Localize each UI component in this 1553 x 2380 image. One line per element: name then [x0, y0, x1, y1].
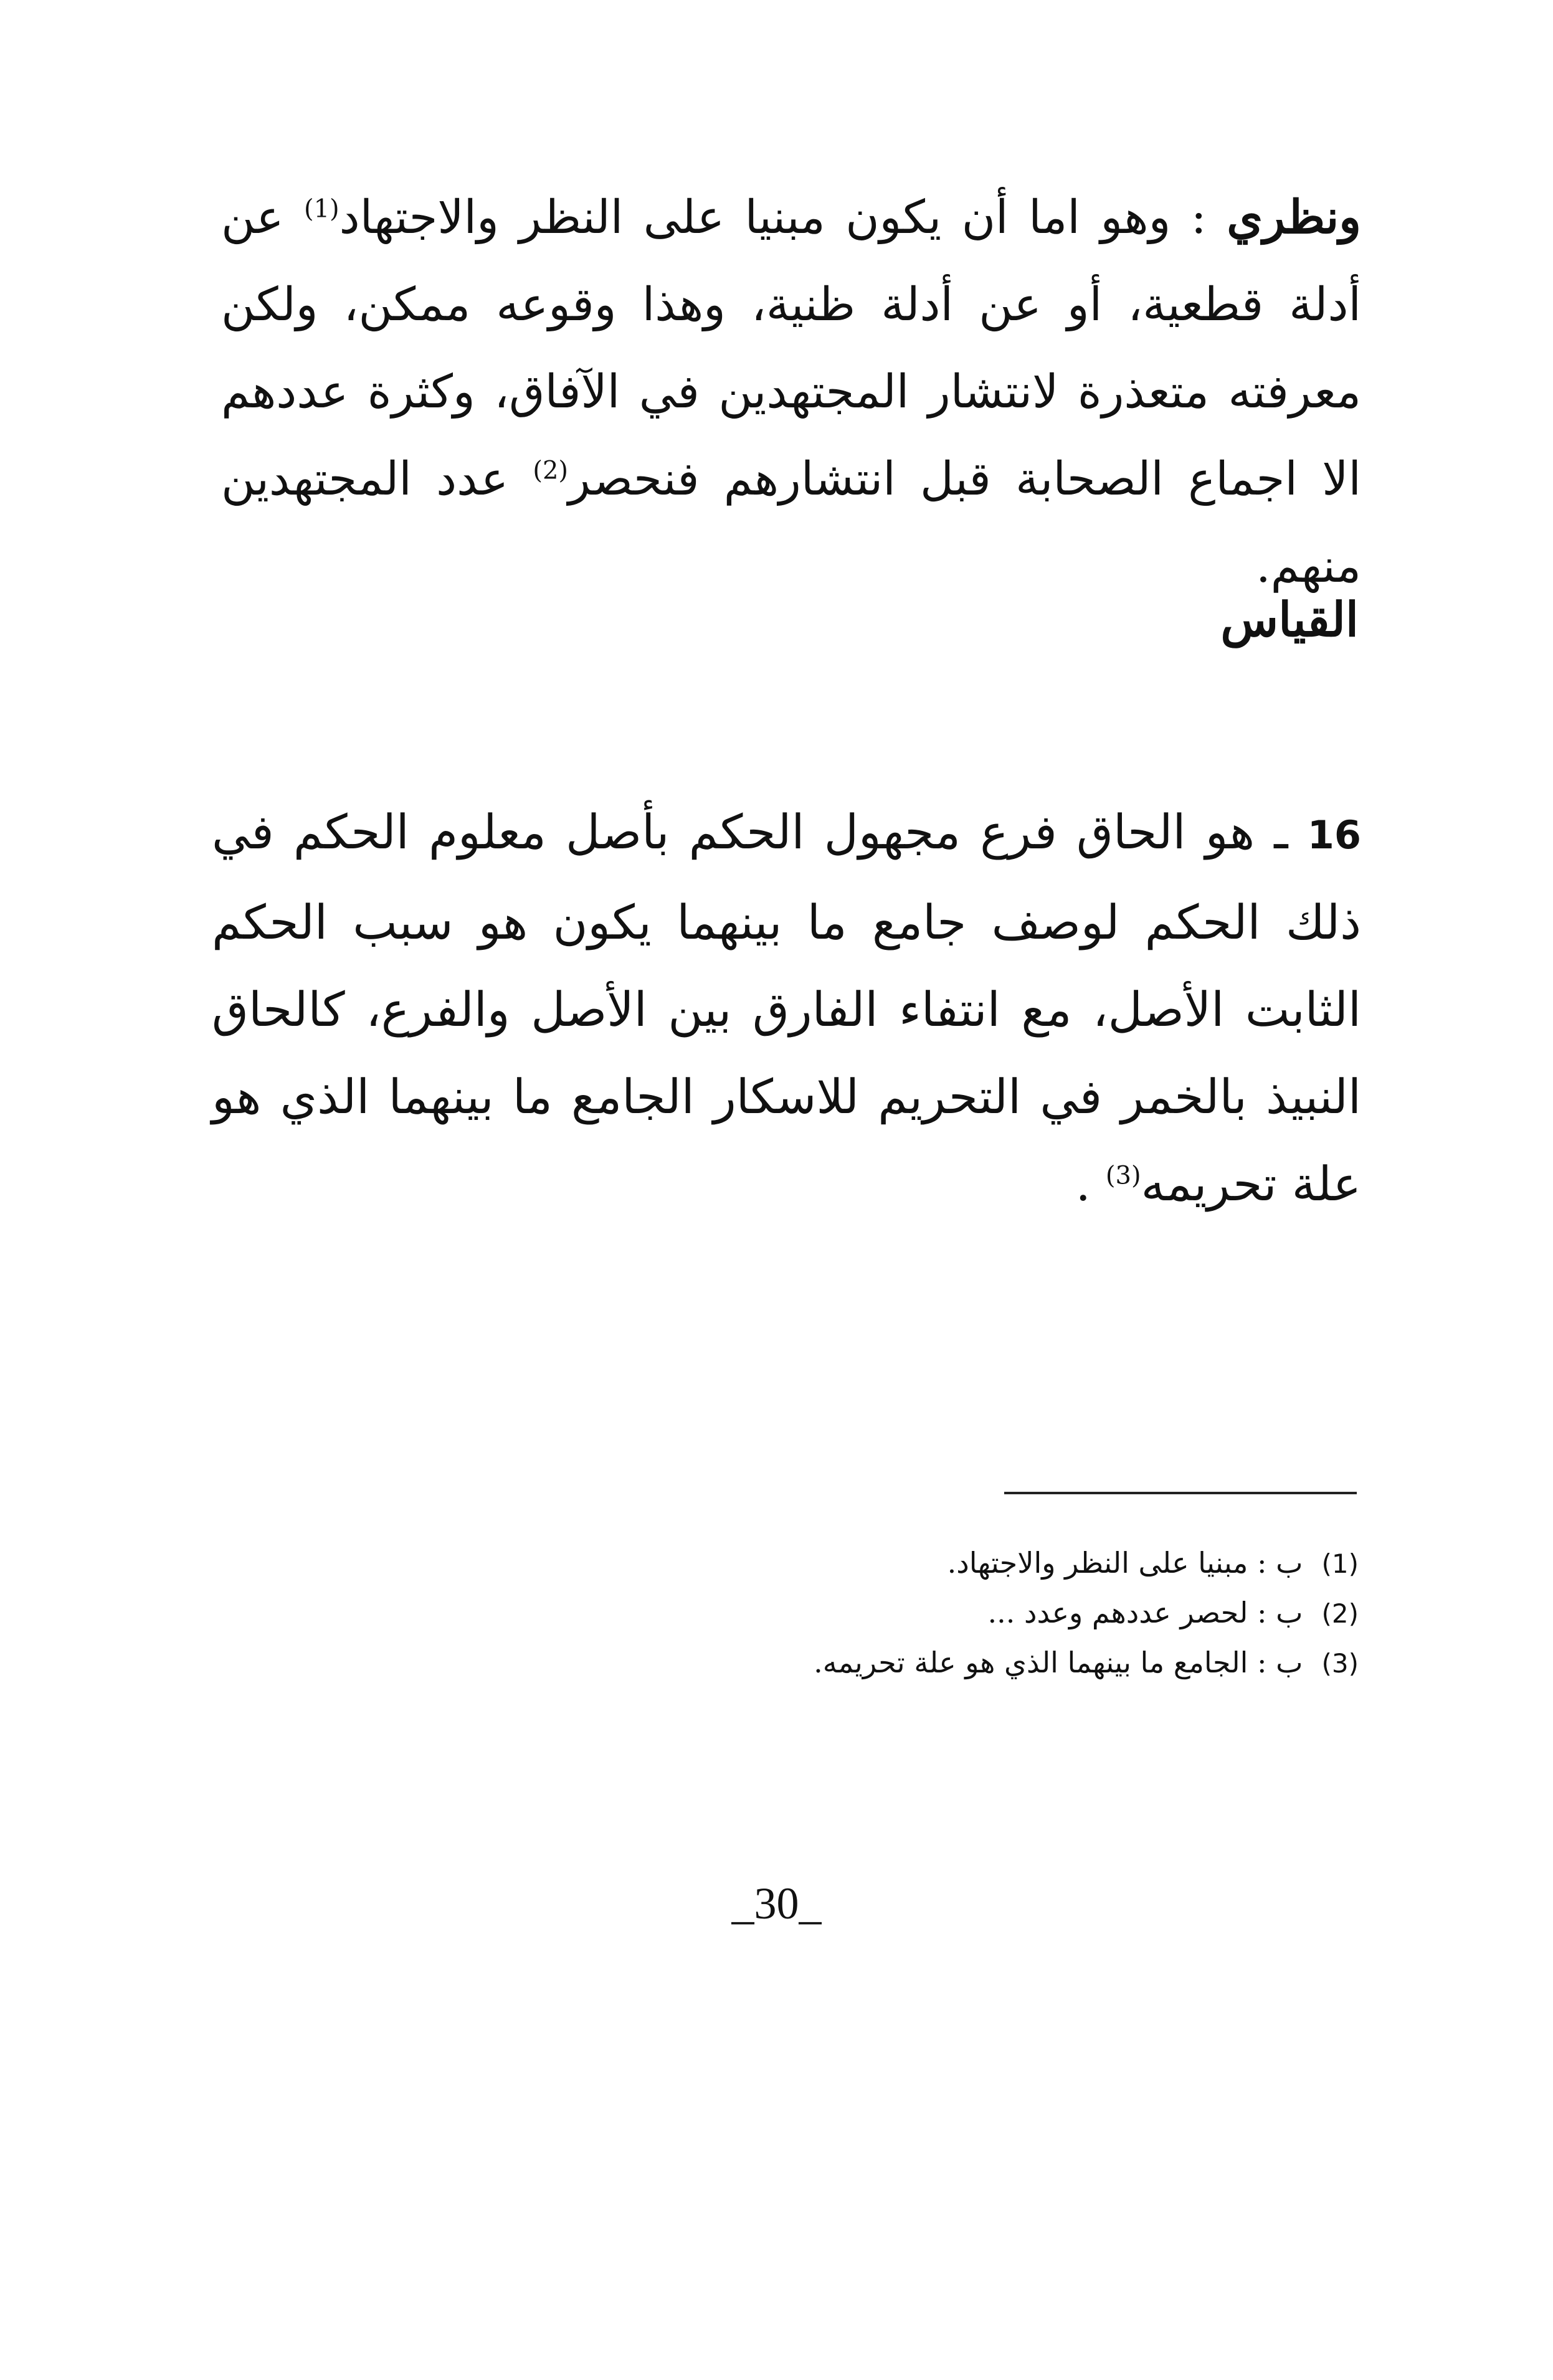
- paragraph-nazari: [221, 174, 1361, 610]
- paragraph-text: عدد المجتهدين منهم.: [221, 452, 1361, 593]
- paragraph-text: : وهو اما أن يكون مبنيا على النظر والاجتهاد: [339, 191, 1227, 244]
- paragraph-text: عن أدلة قطعية، أو عن أدلة ظنية، وهذا وقوعه ممكن، ولكن معرفته متعذرة لانتشار المجتهدين في الآفاق، وكثرة عددهم الا اجماع الصحابة قبل انتشارهم فنحصر: [221, 191, 1361, 506]
- footnote-mark: (2): [1321, 1598, 1359, 1629]
- footnote-mark: (3): [1321, 1648, 1359, 1679]
- footnote-reference-2: (2): [533, 456, 569, 485]
- footnote-text: ب : مبنيا على النظر والاجتهاد.: [947, 1546, 1303, 1580]
- footnote-item: [549, 1588, 1359, 1638]
- footnote-mark: (1): [1321, 1548, 1359, 1579]
- footnote-item: [549, 1638, 1359, 1688]
- section-heading: القياس: [1220, 592, 1359, 647]
- footnote-reference-3: (3): [1105, 1161, 1141, 1190]
- page-number: _30_: [731, 1879, 822, 1928]
- footnote-item: [549, 1538, 1359, 1588]
- paragraph-qiyas: [212, 789, 1361, 1228]
- footnote-divider: [1004, 1492, 1357, 1494]
- footnote-text: ب : لحصر عددهم وعدد ...: [987, 1596, 1303, 1629]
- footnotes: [549, 1538, 1359, 1688]
- paragraph-text: ـ هو الحاق فرع مجهول الحكم بأصل معلوم الحكم في ذلك الحكم لوصف جامع ما بينهما يكون هو سبب الحكم الثابت الأصل، مع انتفاء الفارق بين الأصل والفرع، كالحاق النبيذ بالخمر في التحريم للاسكار الجامع ما بينهما الذي هو علة تحريمه: [212, 804, 1361, 1211]
- paragraph-text: .: [1075, 1156, 1106, 1211]
- footnote-reference-1: (1): [303, 194, 340, 224]
- paragraph-number: 16: [1307, 812, 1361, 858]
- paragraph-lead-term: ونظري: [1227, 191, 1361, 244]
- footnote-text: ب : الجامع ما بينهما الذي هو علة تحريمه.: [814, 1646, 1303, 1679]
